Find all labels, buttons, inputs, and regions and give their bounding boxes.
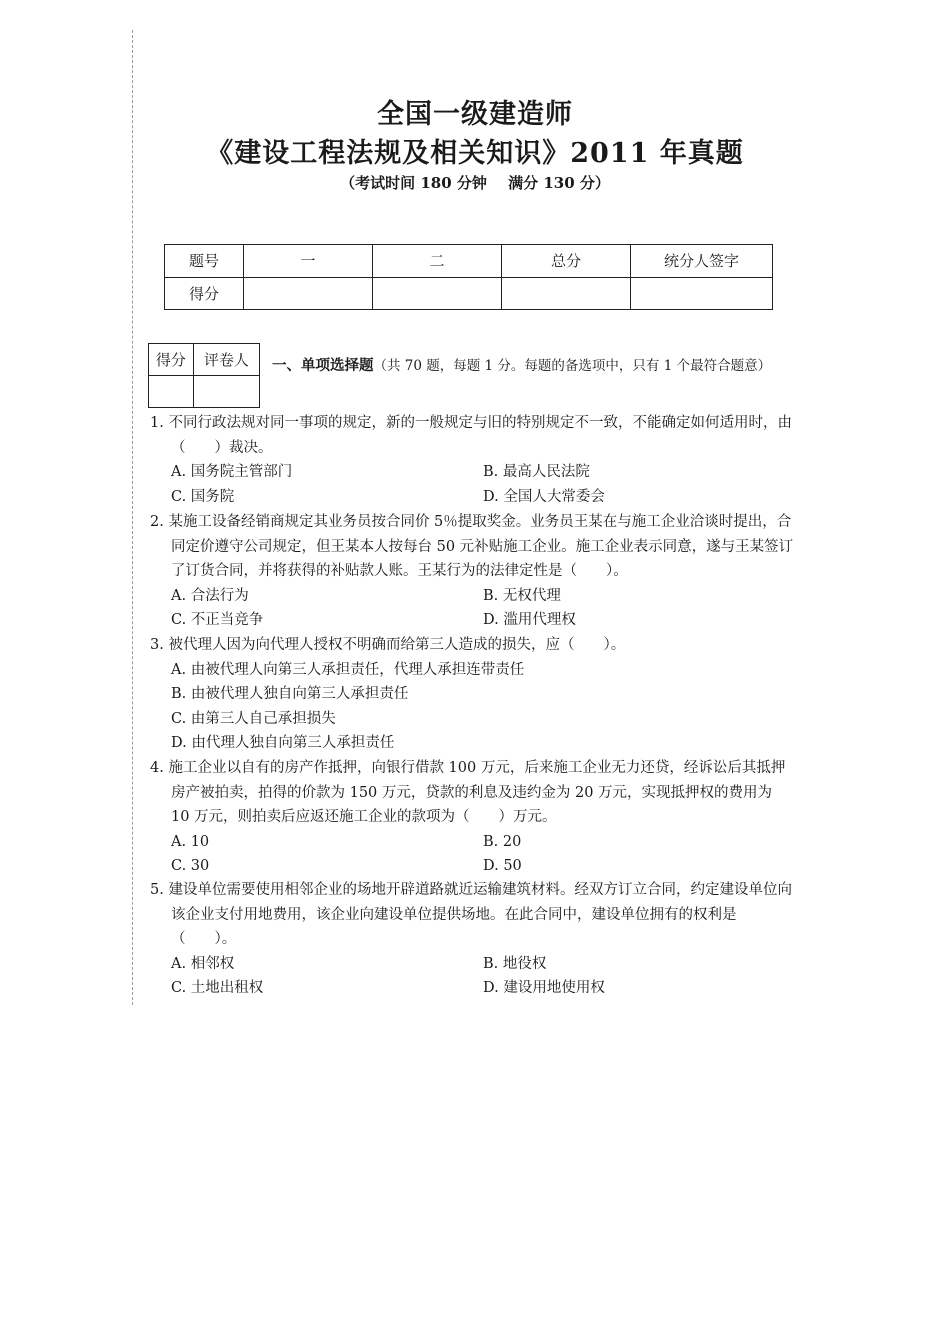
score-table-header-row (165, 245, 773, 278)
option-list (150, 658, 795, 756)
question-stem: 4. 施工企业以自有的房产作抵押，向银行借款 100 万元，后来施工企业无力还贷，经诉讼后其抵押房产被拍卖，拍得的价款为 150 万元，贷款的利息及违约金为 20 万元，实现抵押权的费用为 10 万元，则拍卖后应返还施工企业的款项为（ ）万元。 (150, 760, 786, 826)
option-a: A. 10 (171, 833, 210, 850)
option-list (150, 460, 795, 509)
score-header-cell: 统分人签字 (631, 245, 773, 278)
option-a: A. 国务院主管部门 (171, 464, 293, 481)
option-d: D. 滥用代理权 (483, 612, 576, 629)
score-cell-empty (244, 277, 373, 310)
score-cell-empty (502, 277, 631, 310)
question-stem: 2. 某施工设备经销商规定其业务员按合同价 5％提取奖金。业务员王某在与施工企业洽谈时提出，合同定价遵守公司规定，但王某本人按每台 50 元补贴施工企业。施工企业表示同意，遂与王某签订了订货合同，并将获得的补贴款人账。王某行为的法律定性是（ ）。 (150, 514, 794, 580)
score-table (164, 244, 773, 310)
exam-title-line2: 《建设工程法规及相关知识》2011 年真题 (206, 138, 744, 169)
option-list (150, 952, 795, 1001)
question-2 (150, 510, 795, 633)
option-b: B. 由被代理人独自向第三人承担责任 (171, 686, 409, 703)
option-d: D. 全国人大常委会 (483, 488, 605, 505)
option-a: A. 合法行为 (171, 587, 249, 604)
question-5 (150, 878, 795, 1001)
score-row-label: 得分 (165, 277, 244, 310)
option-a: A. 由被代理人向第三人承担责任，代理人承担连带责任 (171, 661, 525, 678)
full-score: 满分 130 分） (508, 174, 610, 192)
exam-title-line1: 全国一级建造师 (377, 99, 573, 130)
score-table-score-row (165, 277, 773, 310)
option-d: D. 50 (483, 858, 522, 875)
grader-cell-empty (149, 376, 194, 408)
option-b: B. 20 (483, 833, 522, 850)
score-header-cell: 二 (373, 245, 502, 278)
grader-name-label: 评卷人 (193, 344, 259, 376)
question-1 (150, 411, 795, 509)
option-list (150, 584, 795, 633)
section-heading (272, 353, 792, 379)
question-stem: 5. 建设单位需要使用相邻企业的场地开辟道路就近运输建筑材料。经双方订立合同，约定建设单位向该企业支付用地费用，该企业向建设单位提供场地。在此合同中，建设单位拥有的权利是（ ）。 (150, 882, 792, 948)
score-header-cell: 总分 (502, 245, 631, 278)
option-c: C. 30 (171, 858, 210, 875)
option-b: B. 最高人民法院 (483, 464, 590, 481)
option-list (150, 830, 795, 879)
grader-table (148, 343, 260, 408)
score-cell-empty (373, 277, 502, 310)
question-4 (150, 756, 795, 879)
option-b: B. 地役权 (483, 955, 547, 972)
option-b: B. 无权代理 (483, 587, 561, 604)
exam-time: （考试时间 180 分钟 (340, 174, 487, 192)
option-c: C. 不正当竞争 (171, 612, 264, 629)
score-cell-empty (631, 277, 773, 310)
exam-subtitle (0, 172, 950, 193)
question-3 (150, 633, 795, 756)
grader-cell-empty (193, 376, 259, 408)
score-header-cell: 题号 (165, 245, 244, 278)
question-stem: 3. 被代理人因为向代理人授权不明确而给第三人造成的损失，应（ ）。 (150, 637, 626, 653)
question-stem: 1. 不同行政法规对同一事项的规定，新的一般规定与旧的特别规定不一致，不能确定如何适用时，由（ ）裁决。 (150, 415, 792, 456)
option-c: C. 国务院 (171, 488, 235, 505)
option-d: D. 建设用地使用权 (483, 980, 605, 997)
option-c: C. 土地出租权 (171, 980, 264, 997)
grader-score-label: 得分 (149, 344, 194, 376)
option-d: D. 由代理人独自向第三人承担责任 (171, 735, 395, 752)
option-c: C. 由第三人自己承担损失 (171, 710, 336, 727)
score-header-cell: 一 (244, 245, 373, 278)
option-a: A. 相邻权 (171, 955, 235, 972)
section-instructions: （共 70 题，每题 1 分。每题的备选项中，只有 1 个最符合题意） (373, 358, 772, 374)
section-title: 一、单项选择题 (272, 357, 374, 374)
